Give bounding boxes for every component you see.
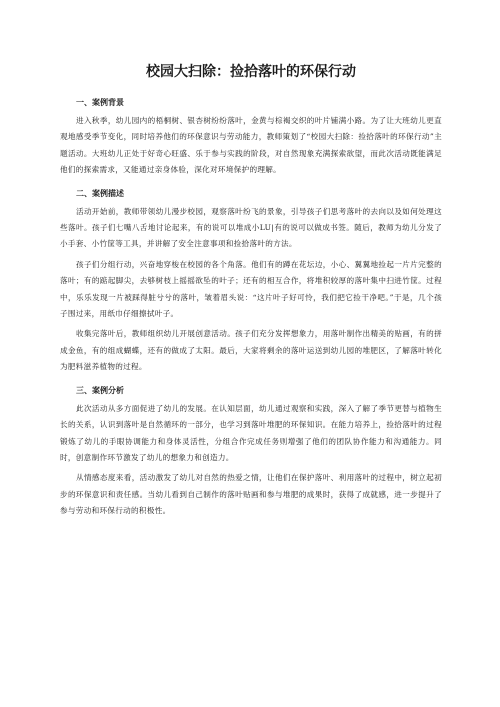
paragraph: 从情感态度来看，活动激发了幼儿对自然的热爱之情，让他们在保护落叶、利用落叶的过程中，树立起初步的环保意识和责任感。当幼儿看到自己制作的落叶贴画和参与堆肥的成果时，获得了成就感，进一步提升了参与劳动和环保行动的积极性。: [60, 473, 442, 516]
paragraph: 孩子们分组行动，兴奋地穿梭在校园的各个角落。他们有的蹲在花坛边，小心、翼翼地捡起一片片完整的落叶；有的踮起脚尖，去够树枝上摇摇欲坠的叶子；还有的相互合作，将堆积较厚的落叶集中扫进竹筐。过程中，乐乐发现一片被踩得脏兮兮的落叶，皱着眉头说：“这片叶子好可怜，我们把它捡干净吧。”于是，几个孩子围过来，用纸巾仔细擦拭叶子。: [60, 259, 442, 319]
section-analysis: [60, 384, 442, 520]
section-background: [60, 96, 442, 179]
document-title: 校园大扫除：捡拾落叶的环保行动: [146, 64, 356, 80]
paragraph: 收集完落叶后，教师组织幼儿开展创意活动。孩子们充分发挥想象力，用落叶制作出精美的贴画，有的拼成金鱼，有的组成蝴蝶，还有的做成了太阳。最后，大家将剩余的落叶运送到幼儿园的堆肥区，了解落叶转化为肥料滋养植物的过程。: [60, 329, 442, 372]
section-heading-analysis: 三、案例分析: [76, 385, 124, 395]
section-heading-background: 一、案例背景: [76, 98, 124, 107]
section-description: [60, 187, 442, 376]
paragraph: 此次活动从多方面促进了幼儿的发展。在认知层面，幼儿通过观察和实践，深入了解了季节更替与植物生长的关系，认识到落叶是自然循环的一部分，也学习到落叶堆肥的环保知识。在能力培养上，捡拾落叶的过程锻炼了幼儿的手眼协调能力和身体灵活性，分组合作完成任务则增强了他们的团队协作能力和沟通能力。同时，创意制作环节激发了幼儿的想象力和创造力。: [60, 403, 442, 462]
paragraph: 活动开始前，教师带领幼儿漫步校园，观察落叶纷飞的景象，引导孩子们思考落叶的去向以及如何处理这些落叶。孩子们七嘴八舌地讨论起来，有的说可以堆成小LU|有的说可以做成书签。随后，教师为幼儿分发了小手套、小竹筐等工具，并讲解了安全注意事项和捡拾落叶的方法。: [60, 206, 442, 249]
paragraph: 进入秋季，幼儿园内的梧桐树、银杏树纷纷落叶，金黄与棕褐交织的叶片铺满小路。为了让大班幼儿更直观地感受季节变化，同时培养他们的环保意识与劳动能力，教师策划了“校园大扫除：捡拾落叶的环保行动”主题活动。大班幼儿正处于好奇心旺盛、乐于参与实践的阶段，对自然现象充满探索欲望，而此次活动既能满足他们的探索需求，又能通过亲身体验，深化对环境保护的理解。: [60, 116, 442, 175]
section-heading-description: 二、案例描述: [76, 188, 124, 198]
